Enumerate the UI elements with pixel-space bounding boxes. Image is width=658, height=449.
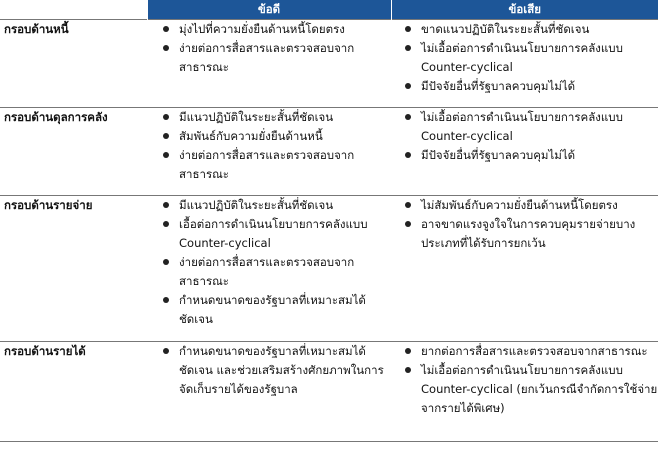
pros-cell — [147, 196, 391, 342]
cons-item: อาจขาดแรงจูงใจในการควบคุมรายจ่ายบางประเภทที่ได้รับการยกเว้น — [421, 215, 658, 253]
cons-item: มีปัจจัยอื่นที่รัฐบาลควบคุมไม่ได้ — [421, 77, 658, 96]
table-row-debt-rule — [0, 20, 658, 108]
row-label: กรอบด้านรายจ่าย — [4, 198, 93, 212]
pros-item: กำหนดขนาดของรัฐบาลที่เหมาะสมได้ชัดเจน และช่วยเสริมสร้างศักยภาพในการจัดเก็บรายได้ของรัฐบาล — [179, 342, 391, 399]
header-blank-cell — [0, 0, 147, 20]
row-label: กรอบด้านดุลการคลัง — [4, 110, 108, 124]
pros-cell — [147, 342, 391, 442]
table-row-revenue-rule — [0, 342, 658, 442]
cons-item: ไม่เอื้อต่อการดำเนินนโยบายการคลังแบบ Counter-cyclical (ยกเว้นกรณีจำกัดการใช้จ่ายจากรายได้พิเศษ) — [421, 361, 658, 418]
header-row — [0, 0, 658, 20]
header-cons: ข้อเสีย — [391, 0, 658, 20]
cons-item: มีปัจจัยอื่นที่รัฐบาลควบคุมไม่ได้ — [421, 146, 658, 165]
table-row-budget-balance-rule — [0, 108, 658, 196]
pros-item: สัมพันธ์กับความยั่งยืนด้านหนี้ — [179, 127, 391, 146]
pros-cell — [147, 20, 391, 108]
cons-cell — [391, 108, 658, 196]
cons-cell — [391, 196, 658, 342]
cons-item: ไม่สัมพันธ์กับความยั่งยืนด้านหนี้โดยตรง — [421, 196, 658, 215]
cons-item: ไม่เอื้อต่อการดำเนินนโยบายการคลังแบบ Counter-cyclical — [421, 39, 658, 77]
row-label: กรอบด้านรายได้ — [4, 344, 86, 358]
cons-item: ยากต่อการสื่อสารและตรวจสอบจากสาธารณะ — [421, 342, 658, 361]
cons-item: ไม่เอื้อต่อการดำเนินนโยบายการคลังแบบ Counter-cyclical — [421, 108, 658, 146]
pros-item: ง่ายต่อการสื่อสารและตรวจสอบจากสาธารณะ — [179, 146, 391, 184]
row-label: กรอบด้านหนี้ — [4, 22, 69, 36]
cons-cell — [391, 20, 658, 108]
cons-item: ขาดแนวปฏิบัติในระยะสั้นที่ชัดเจน — [421, 20, 658, 39]
pros-cell — [147, 108, 391, 196]
pros-item: กำหนดขนาดของรัฐบาลที่เหมาะสมได้ชัดเจน — [179, 291, 391, 329]
pros-item: ง่ายต่อการสื่อสารและตรวจสอบจากสาธารณะ — [179, 253, 391, 291]
header-pros: ข้อดี — [147, 0, 391, 20]
pros-item: มีแนวปฏิบัติในระยะสั้นที่ชัดเจน — [179, 108, 391, 127]
table-row-expenditure-rule — [0, 196, 658, 342]
cons-cell — [391, 342, 658, 442]
pros-item: มีแนวปฏิบัติในระยะสั้นที่ชัดเจน — [179, 196, 391, 215]
pros-item: เอื้อต่อการดำเนินนโยบายการคลังแบบ Counter-cyclical — [179, 215, 391, 253]
pros-item: มุ่งไปที่ความยั่งยืนด้านหนี้โดยตรง — [179, 20, 391, 39]
pros-item: ง่ายต่อการสื่อสารและตรวจสอบจากสาธารณะ — [179, 39, 391, 77]
